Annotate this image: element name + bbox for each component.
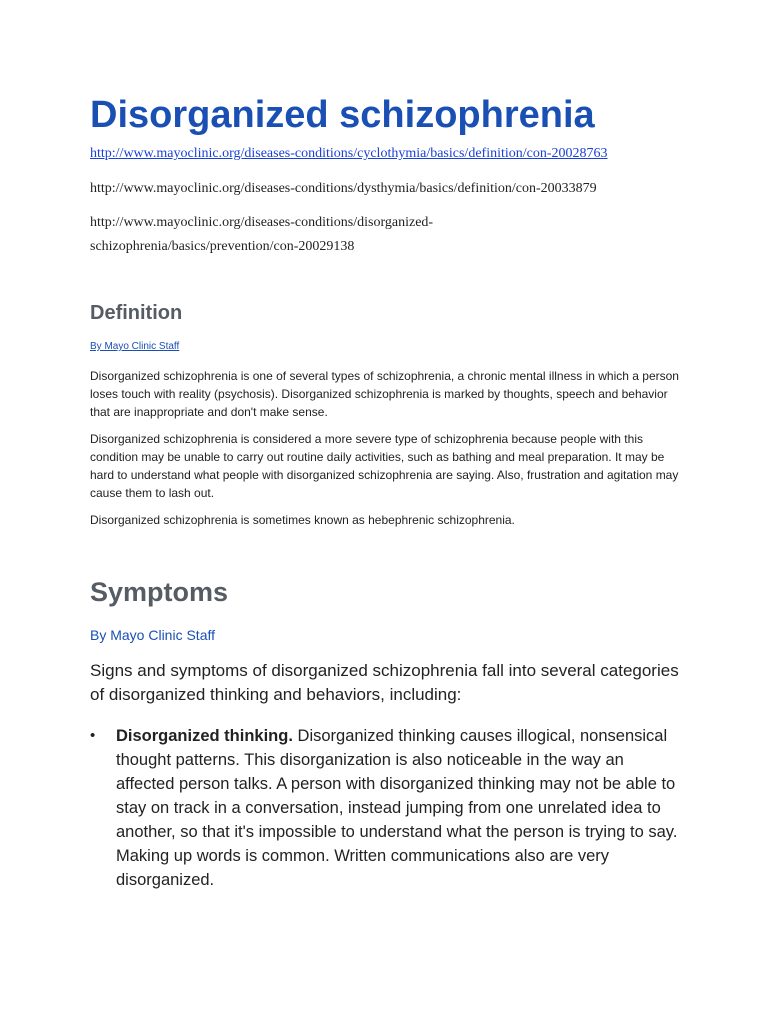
- symptoms-byline: By Mayo Clinic Staff: [90, 627, 216, 643]
- source-url-dysthymia: http://www.mayoclinic.org/diseases-conditions/dysthymia/basics/definition/con-20033879: [90, 181, 597, 196]
- definition-paragraph: Disorganized schizophrenia is sometimes known as hebephrenic schizophrenia.: [90, 513, 515, 527]
- definition-paragraph: Disorganized schizophrenia is one of several types of schizophrenia, a chronic mental illness in which a person loses touch with reality (psychosis). Disorganized schizophrenia is marked by thoughts, speech and behavior that are inappropriate and don't make sense.: [90, 369, 679, 419]
- list-item-text: Disorganized thinking causes illogical, nonsensical thought patterns. This disorganization is also noticeable in the way an affected person talks. A person with disorganized thinking may not be able to stay on track in a conversation, instead jumping from one unrelated idea to another, so that it's impossible to understand what the person is trying to say. Making up words is common. Written communications also are very disorganized.: [116, 727, 678, 889]
- page-title: Disorganized schizophrenia: [90, 94, 595, 136]
- source-link-cyclothymia[interactable]: http://www.mayoclinic.org/diseases-conditions/cyclothymia/basics/definition/con-20028763: [90, 146, 608, 161]
- bullet-marker: •: [90, 727, 96, 744]
- definition-paragraph: Disorganized schizophrenia is considered a more severe type of schizophrenia because people with this condition may be unable to carry out routine daily activities, such as bathing and meal preparation. It may be hard to understand what people with disorganized schizophrenia are saying. Also, frustration and agitation may cause them to lash out.: [90, 432, 679, 500]
- source-url-disorganized-line2: schizophrenia/basics/prevention/con-20029138: [90, 239, 355, 254]
- definition-heading: Definition: [90, 302, 183, 324]
- list-item: [116, 724, 686, 892]
- list-item-term: Disorganized thinking.: [116, 727, 293, 745]
- source-url-disorganized-line1: http://www.mayoclinic.org/diseases-conditions/disorganized-: [90, 215, 434, 230]
- symptoms-intro: Signs and symptoms of disorganized schizophrenia fall into several categories of disorganized thinking and behaviors, including:: [90, 661, 679, 704]
- symptoms-heading: Symptoms: [90, 577, 229, 607]
- definition-byline-link[interactable]: By Mayo Clinic Staff: [90, 341, 180, 352]
